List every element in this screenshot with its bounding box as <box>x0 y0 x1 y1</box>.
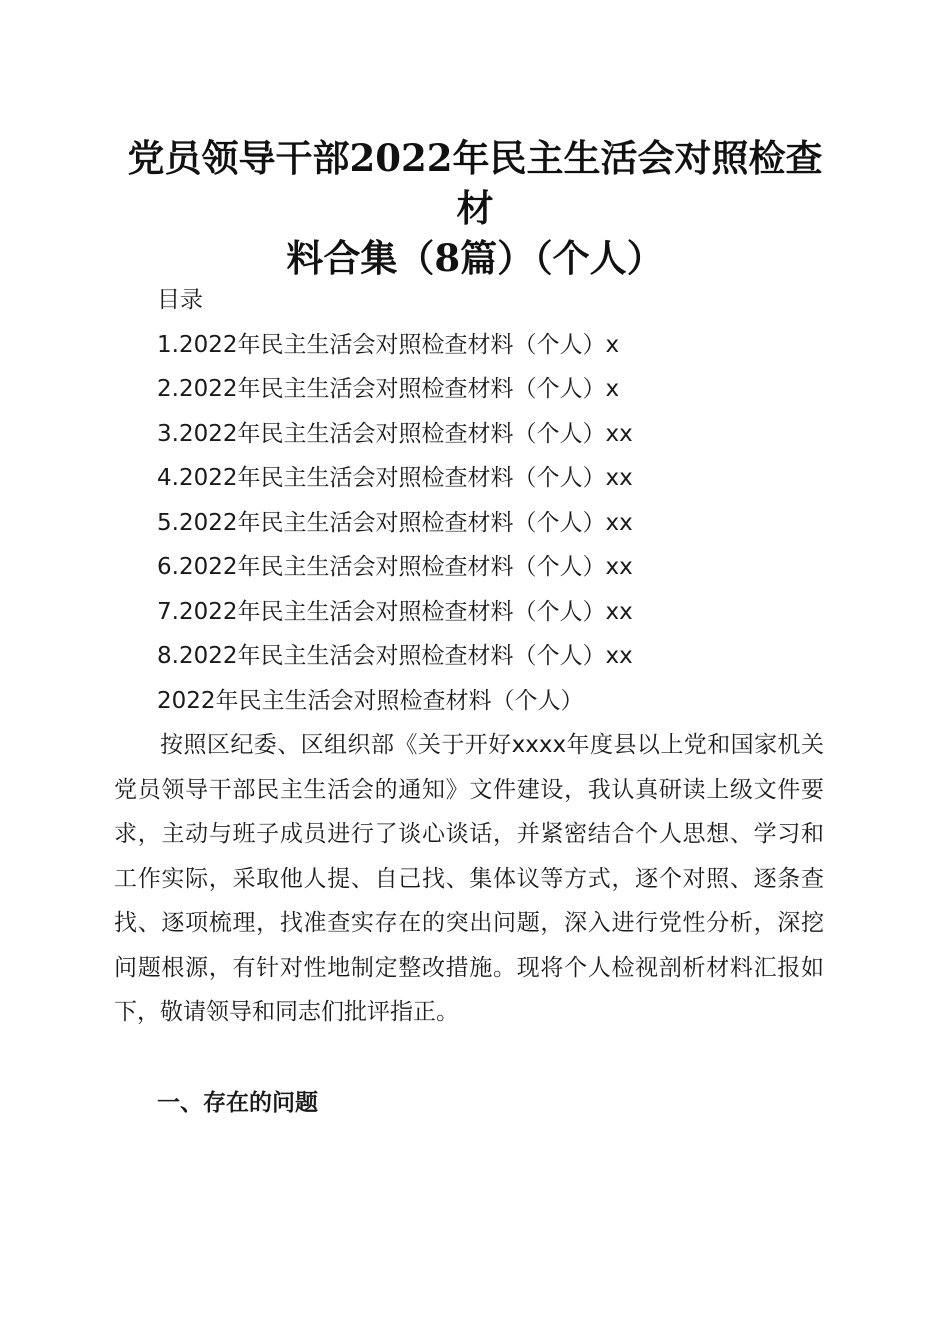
toc-item-7: 7.2022年民主生活会对照检查材料（个人）xx <box>157 598 633 625</box>
table-of-contents <box>157 278 857 723</box>
document-title-line-1: 党员领导干部2022年民主生活会对照检查材 <box>127 136 823 230</box>
document-title <box>110 133 840 283</box>
toc-item-4: 4.2022年民主生活会对照检查材料（个人）xx <box>157 465 633 491</box>
intro-paragraph: 按照区纪委、区组织部《关于开好xxxx年度县以上党和国家机关党员领导干部民主生活会的通知》文件建设，我认真研读上级文件要求，主动与班子成员进行了谈心谈话，并紧密结合个人思想、学习和工作实际，采取他人提、自己找、集体议等方式，逐个对照、逐条查找、逐项梳理，找准查实存在的突出问题，深入进行党性分析，深挖问题根源，有针对性地制定整改措施。现将个人检视剖析材料汇报如下，敬请领导和同志们批评指正。 <box>114 732 824 1025</box>
toc-item-1: 1.2022年民主生活会对照检查材料（个人）x <box>157 331 620 358</box>
toc-item-5: 5.2022年民主生活会对照检查材料（个人）xx <box>157 509 633 536</box>
toc-item-6: 6.2022年民主生活会对照检查材料（个人）xx <box>157 554 633 580</box>
toc-item-2: 2.2022年民主生活会对照检查材料（个人）x <box>157 376 620 402</box>
toc-item-3: 3.2022年民主生活会对照检查材料（个人）xx <box>157 420 633 447</box>
section-heading: 一、存在的问题 <box>157 1090 318 1116</box>
document-title-line-2: 料合集（8篇）（个人） <box>286 236 664 280</box>
toc-heading: 目录 <box>157 287 203 313</box>
toc-item-8: 8.2022年民主生活会对照检查材料（个人）xx <box>157 643 633 669</box>
article-title: 2022年民主生活会对照检查材料（个人） <box>157 687 584 714</box>
